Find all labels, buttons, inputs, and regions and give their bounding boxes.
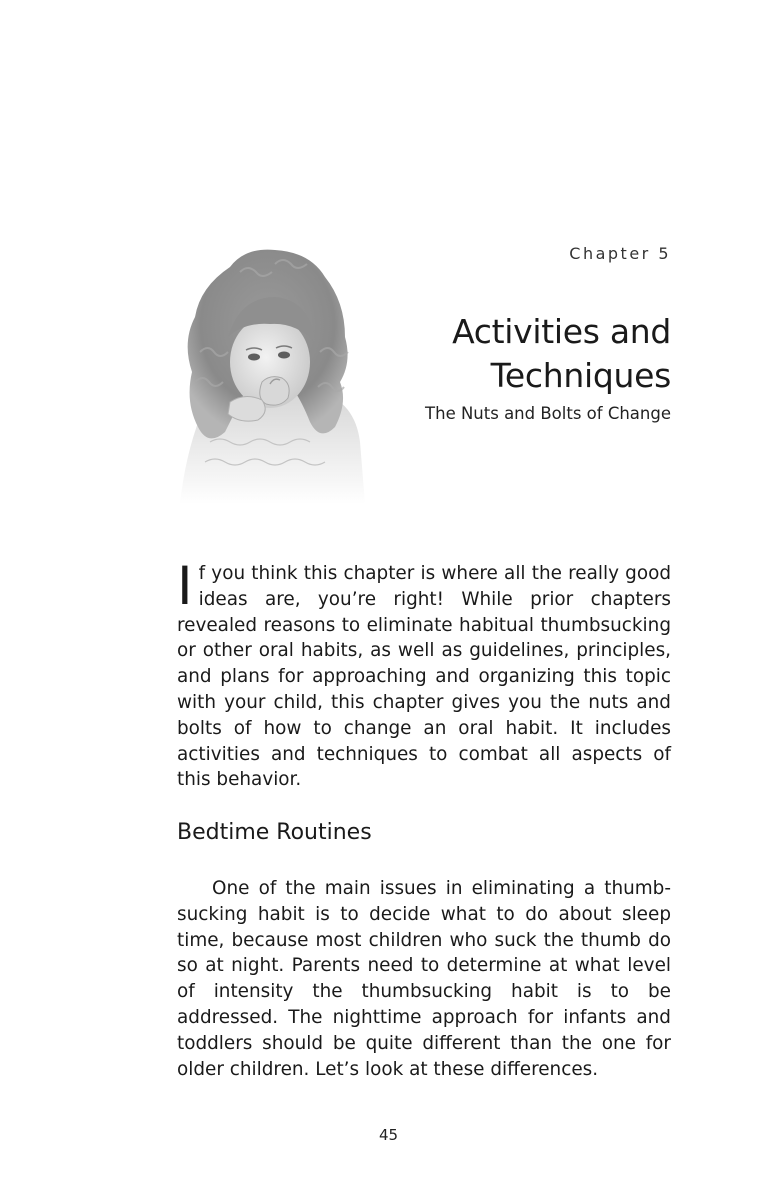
intro-paragraph: [177, 556, 671, 793]
intro-text: f you think this chapter is where all the really good ideas are, you’re right! While prior chapters revealed reasons to eliminate habitual thumbsucking or other oral habits, as well as guidelines, principles, and plans for approaching and organizing this topic with your child, this chapter gives you the nuts and bolts of how to change an oral habit. It includes activities and techniques to combat all aspects of this behavior.: [177, 563, 671, 791]
chapter-label: Chapter 5: [569, 244, 671, 263]
chapter-title-line-1: Activities and: [452, 312, 671, 351]
chapter-title: [271, 310, 671, 398]
chapter-subtitle: The Nuts and Bolts of Change: [425, 404, 671, 423]
section-heading: Bedtime Routines: [177, 820, 372, 845]
chapter-title-line-2: Techniques: [490, 356, 671, 395]
page-number: 45: [378, 1126, 399, 1144]
drop-cap: I: [177, 556, 193, 617]
section-paragraph: One of the main issues in eliminating a thumbsucking habit is to decide what to do about sleep time, because most children who suck the thumb do so at night. Parents need to determine at what level of intensity the thumbsucking habit is to be addressed. The nighttime approach for infants and toddlers should be quite different than the one for older children. Let’s look at these differences.: [177, 878, 671, 1080]
